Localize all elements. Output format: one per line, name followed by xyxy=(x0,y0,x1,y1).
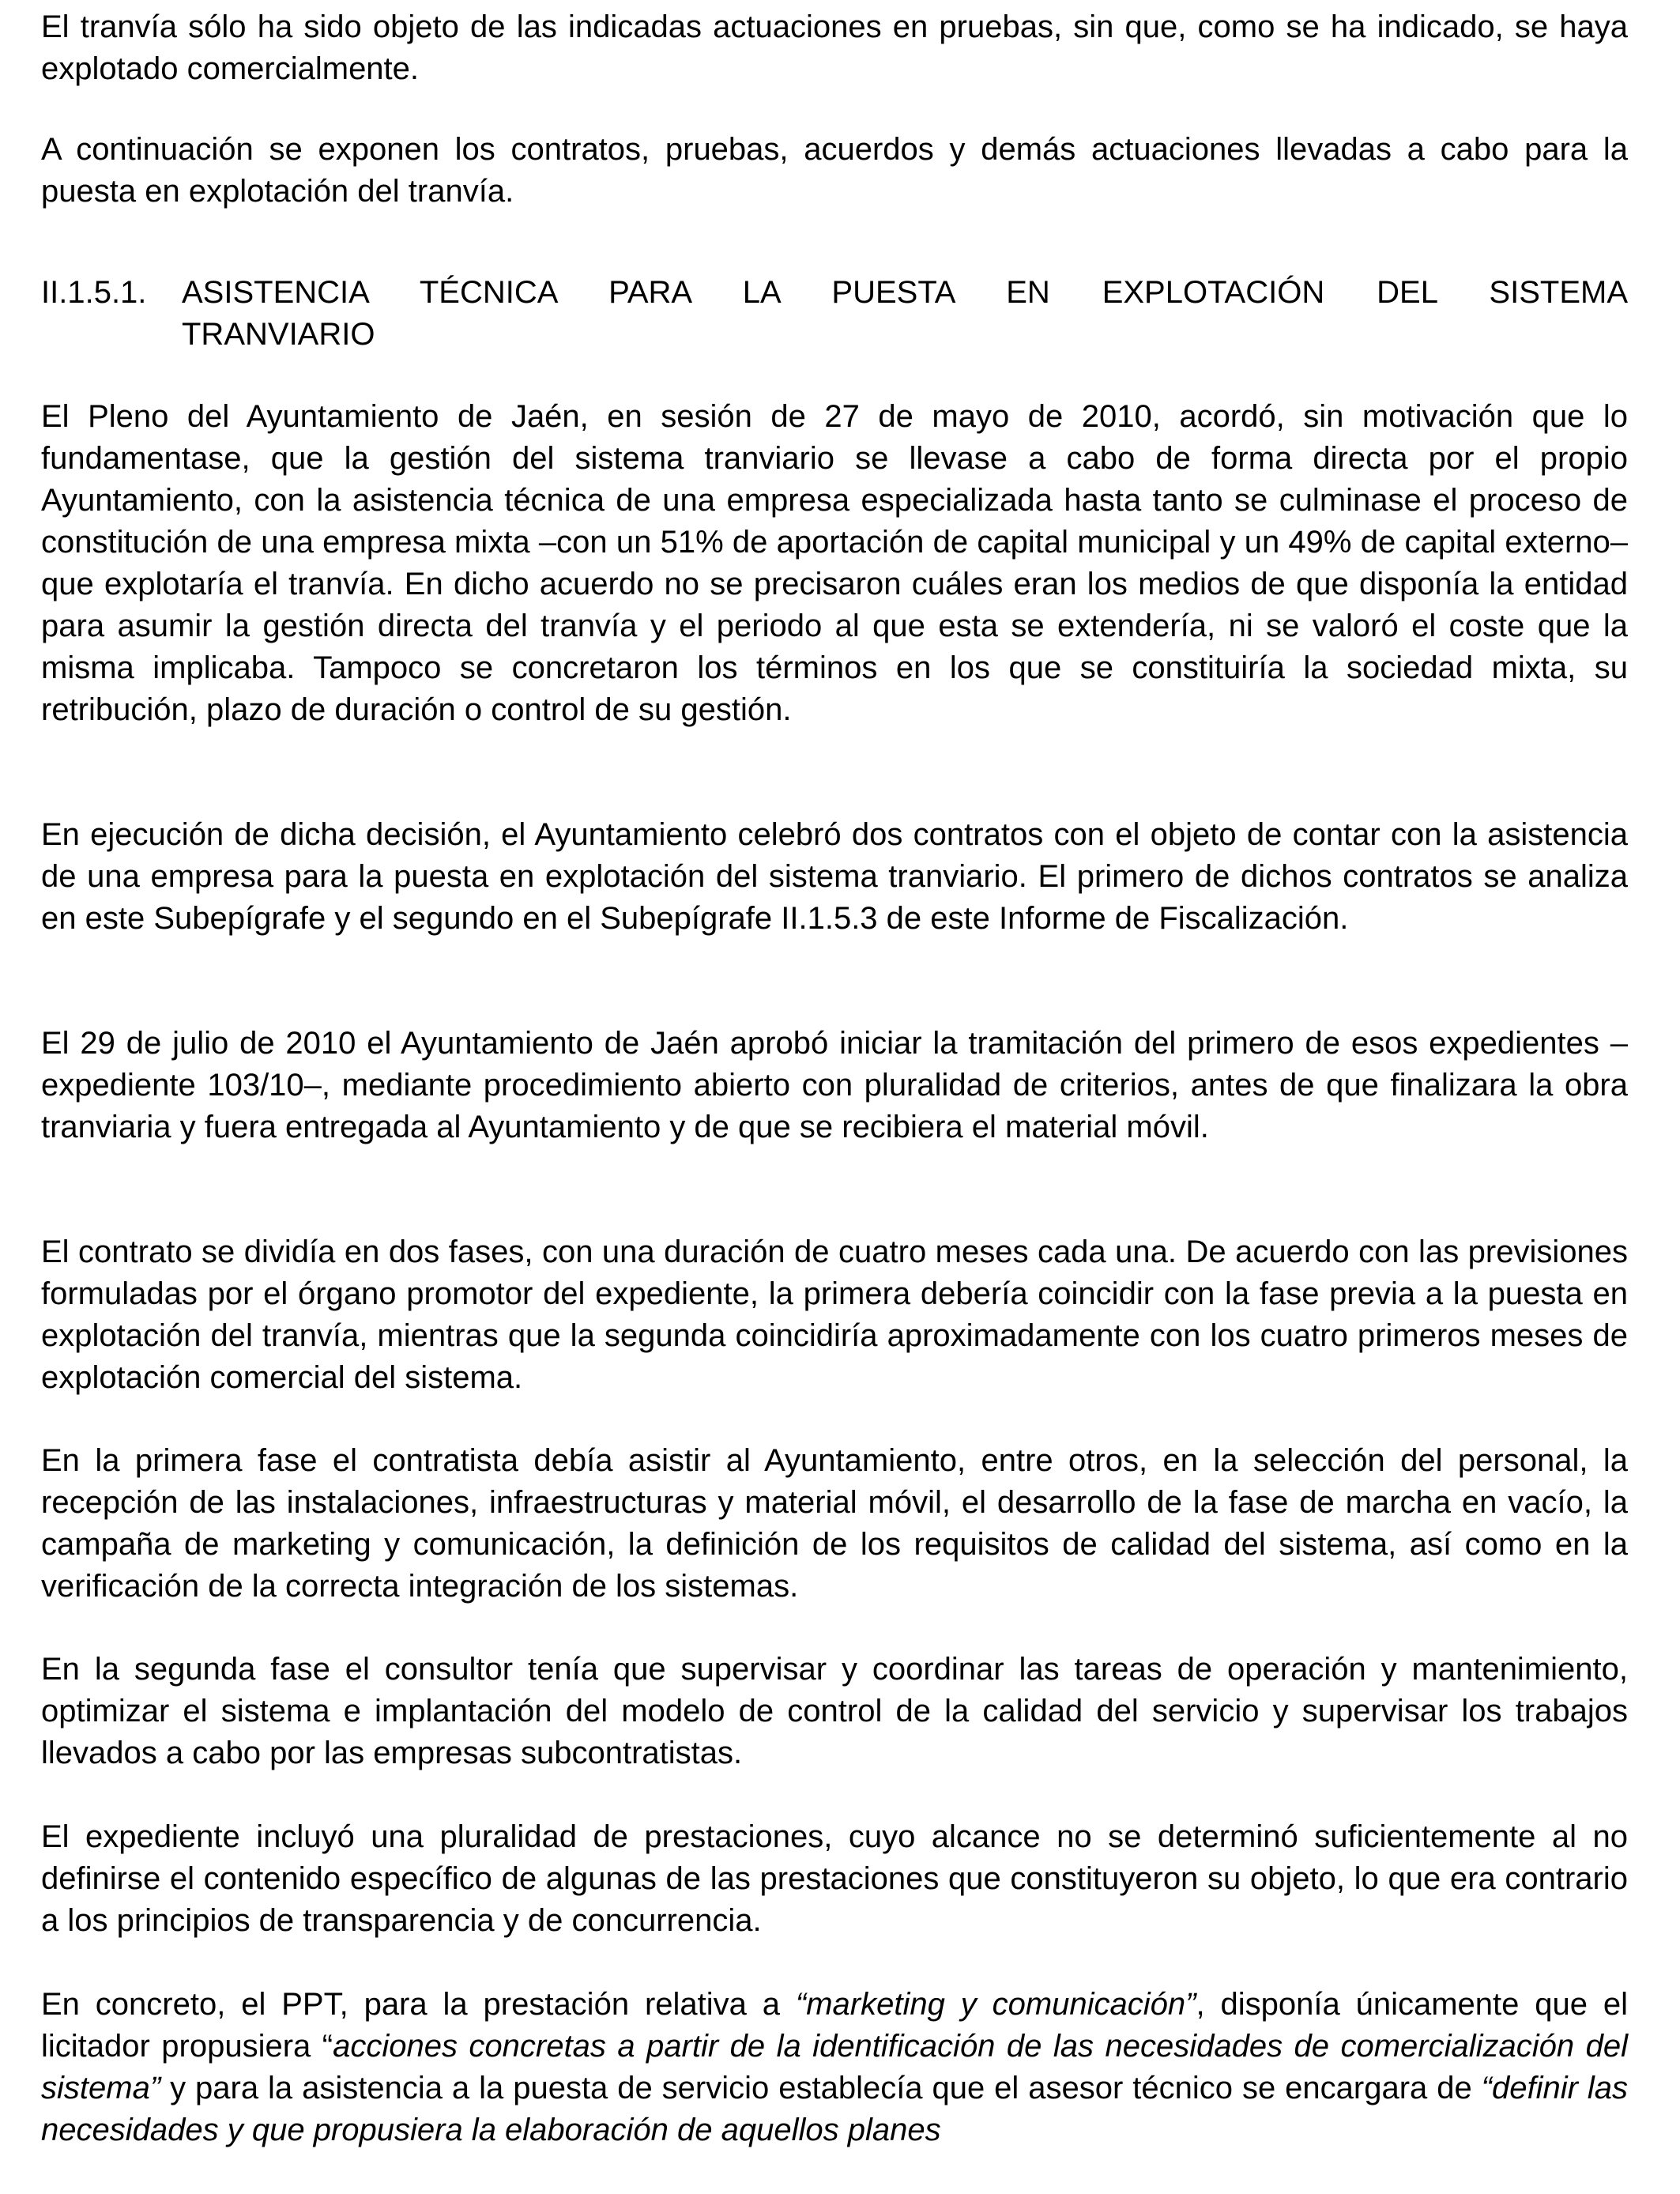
paragraph-1: El tranvía sólo ha sido objeto de las indicadas actuaciones en pruebas, sin que, como se ha indicado, se haya explotado comercialmente. xyxy=(41,9,1628,86)
paragraph-10-text-1: En concreto, el PPT, para la prestación relativa a xyxy=(41,1987,796,2022)
section-title xyxy=(182,272,1628,356)
section-number: II.1.5.1. xyxy=(41,275,147,310)
section-title-line-1: ASISTENCIA TÉCNICA PARA LA PUESTA EN EXPLOTACIÓN DEL SISTEMA xyxy=(182,275,1628,310)
paragraph-10-text-2: , disponía únicamente que el licitador propusiera “ xyxy=(41,1987,1629,2064)
paragraph-3: El Pleno del Ayuntamiento de Jaén, en sesión de 27 de mayo de 2010, acordó, sin motivación que lo fundamentase, que la gestión del sistema tranviario se llevase a cabo de forma directa por el propio Ayuntamiento, con la asistencia técnica de una empresa especializada hasta tanto se culminase el proceso de constitución de una empresa mixta –con un 51% de aportación de capital municipal y un 49% de capital externo– que explotaría el tranvía. En dicho acuerdo no se precisaron cuáles eran los medios de que disponía la entidad para asumir la gestión directa del tranvía y el periodo al que esta se extendería, ni se valoró el coste que la misma implicaba. Tampoco se concretaron los términos en los que se constituiría la sociedad mixta, su retribución, plazo de duración o control de su gestión. xyxy=(41,399,1628,727)
paragraph-2: A continuación se exponen los contratos, pruebas, acuerdos y demás actuaciones llevadas a cabo para la puesta en explotación del tranvía. xyxy=(41,132,1628,209)
paragraph-10-quote-3: “definir las necesidades y que propusiera la elaboración de aquellos planes xyxy=(41,2071,1629,2147)
paragraph-6: El contrato se dividía en dos fases, con una duración de cuatro meses cada una. De acuerdo con las previsiones formuladas por el órgano promotor del expediente, la primera debería coincidir con la fase previa a la puesta en explotación del tranvía, mientras que la segunda coincidiría aproximadamente con los cuatro primeros meses de explotación comercial del sistema. xyxy=(41,1235,1628,1395)
paragraph-10 xyxy=(41,1984,1628,2151)
paragraph-4: En ejecución de dicha decisión, el Ayuntamiento celebró dos contratos con el objeto de contar con la asistencia de una empresa para la puesta en explotación del sistema tranviario. El primero de dichos contratos se analiza en este Subepígrafe y el segundo en el Subepígrafe II.1.5.3 de este Informe de Fiscalización. xyxy=(41,817,1628,936)
section-title-line-2: TRANVIARIO xyxy=(182,317,375,352)
paragraph-5: El 29 de julio de 2010 el Ayuntamiento de Jaén aprobó iniciar la tramitación del primero de esos expedientes –expediente 103/10–, mediante procedimiento abierto con pluralidad de criterios, antes de que finalizara la obra tranviaria y fuera entregada al Ayuntamiento y de que se recibiera el material móvil. xyxy=(41,1026,1628,1144)
paragraph-8: En la segunda fase el consultor tenía que supervisar y coordinar las tareas de operación y mantenimiento, optimizar el sistema e implantación del modelo de control de la calidad del servicio y supervisar los trabajos llevados a cabo por las empresas subcontratistas. xyxy=(41,1652,1628,1770)
paragraph-9: El expediente incluyó una pluralidad de prestaciones, cuyo alcance no se determinó suficientemente al no definirse el contenido específico de algunas de las prestaciones que constituyeron su objeto, lo que era contrario a los principios de transparencia y de concurrencia. xyxy=(41,1819,1628,1938)
paragraph-10-text-3: y para la asistencia a la puesta de servicio establecía que el asesor técnico se encargara de xyxy=(160,2071,1482,2105)
paragraph-7: En la primera fase el contratista debía asistir al Ayuntamiento, entre otros, en la selección del personal, la recepción de las instalaciones, infraestructuras y material móvil, el desarrollo de la fase de marcha en vacío, la campaña de marketing y comunicación, la definición de los requisitos de calidad del sistema, así como en la verificación de la correcta integración de los sistemas. xyxy=(41,1443,1628,1604)
paragraph-10-quote-2: acciones concretas a partir de la identificación de las necesidades de comercialización del sistema” xyxy=(41,2029,1628,2105)
paragraph-10-quote-1: “marketing y comunicación” xyxy=(795,1987,1196,2022)
